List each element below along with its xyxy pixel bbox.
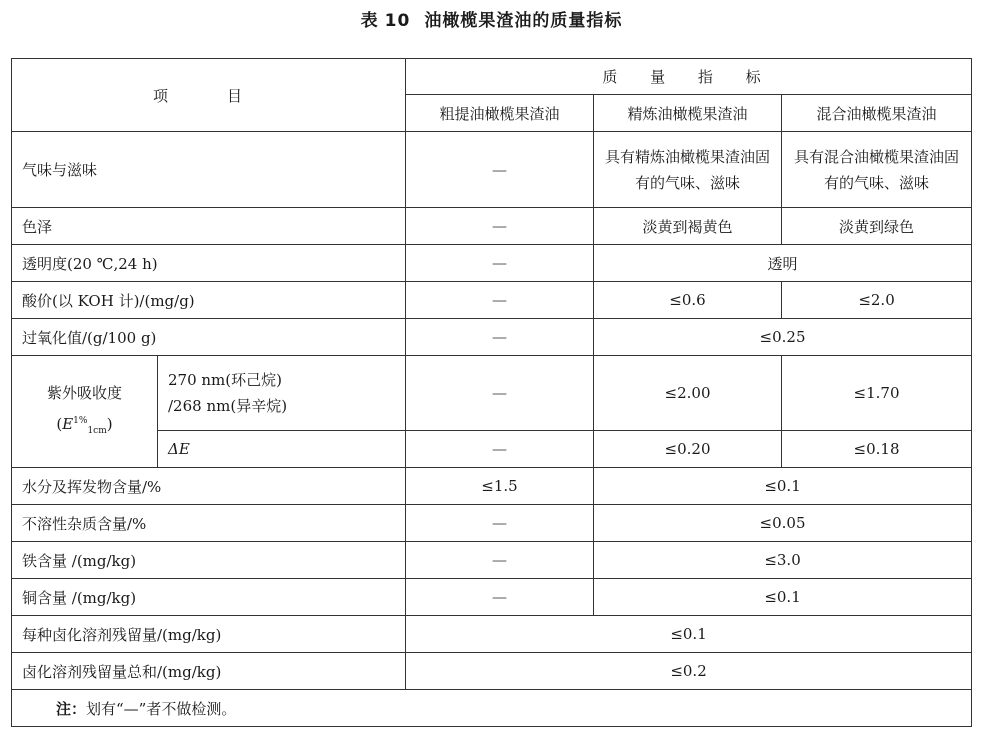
cell-moisture-merged: ≤0.1 [594,468,972,505]
uv-sub1-label [158,356,406,431]
cell-acid-refined: ≤0.6 [594,282,782,319]
table-note [12,690,972,727]
cell-iron-merged: ≤3.0 [594,542,972,579]
cell-acid-blended: ≤2.0 [782,282,972,319]
cell-halo-each-all: ≤0.1 [406,616,972,653]
cell-copper-merged: ≤0.1 [594,579,972,616]
cell-smell-refined: 具有精炼油橄榄果渣油固有的气味、滋味 [594,132,782,208]
col-blended-header: 混合油橄榄果渣油 [782,95,972,132]
cell-color-refined: 淡黄到褐黄色 [594,208,782,245]
table-row-color [12,208,972,245]
uv-symbol: $(E^{1\%}_{1cm})$ [56,414,113,436]
cell-uv2-crude: — [406,431,594,468]
table-row-halo-each [12,616,972,653]
item-header [12,59,406,132]
cell-moisture-crude: ≤1.5 [406,468,594,505]
uv-sub1-line1: 270 nm(环己烷) [168,371,282,389]
quality-spec-table [11,58,972,727]
header-row-1 [12,59,972,95]
table-row-peroxide [12,319,972,356]
cell-halo-total-all: ≤0.2 [406,653,972,690]
row-label-halo-total: 卤化溶剂残留量总和/(mg/kg) [12,653,406,690]
table-title [0,6,983,31]
row-label-transparency: 透明度(20 ℃,24 h) [12,245,406,282]
table-number: 10 [384,11,411,31]
note-text: 划有“—”者不做检测。 [86,699,237,718]
cell-uv1-refined: ≤2.00 [594,356,782,431]
cell-copper-crude: — [406,579,594,616]
col-crude-header: 粗提油橄榄果渣油 [406,95,594,132]
cell-insoluble-crude: — [406,505,594,542]
table-row-smell [12,132,972,208]
row-label-color: 色泽 [12,208,406,245]
cell-uv1-blended: ≤1.70 [782,356,972,431]
row-label-insoluble: 不溶性杂质含量/% [12,505,406,542]
cell-uv2-refined: ≤0.20 [594,431,782,468]
row-label-moisture: 水分及挥发物含量/% [12,468,406,505]
row-label-iron: 铁含量 /(mg/kg) [12,542,406,579]
cell-peroxide-merged: ≤0.25 [594,319,972,356]
cell-uv1-crude: — [406,356,594,431]
table-row-acid [12,282,972,319]
col-refined-header: 精炼油橄榄果渣油 [594,95,782,132]
table-row-iron [12,542,972,579]
table-title-text: 油橄榄果渣油的质量指标 [424,11,623,31]
table-row-transparency [12,245,972,282]
cell-uv2-blended: ≤0.18 [782,431,972,468]
cell-iron-crude: — [406,542,594,579]
cell-insoluble-merged: ≤0.05 [594,505,972,542]
cell-color-blended: 淡黄到绿色 [782,208,972,245]
uv-sub1-line2: /268 nm(异辛烷) [168,397,288,415]
uv-symbol-sup: 1% [73,415,88,426]
table-row-note [12,690,972,727]
uv-symbol-sub: 1cm [87,425,107,436]
item-header-label: 项 目 [153,86,265,105]
uv-symbol-e: E [62,414,74,433]
table-row-halo-total [12,653,972,690]
table-row-uv-1 [12,356,972,431]
cell-peroxide-crude: — [406,319,594,356]
cell-color-crude: — [406,208,594,245]
row-label-copper: 铜含量 /(mg/kg) [12,579,406,616]
cell-smell-blended: 具有混合油橄榄果渣油固有的气味、滋味 [782,132,972,208]
table-row-copper [12,579,972,616]
uv-label-text: 紫外吸收度 [46,383,122,402]
table-title-prefix: 表 [360,11,379,31]
table-row-moisture [12,468,972,505]
cell-acid-crude: — [406,282,594,319]
row-label-halo-each: 每种卤化溶剂残留量/(mg/kg) [12,616,406,653]
note-prefix: 注： [56,699,87,718]
row-label-peroxide: 过氧化值/(g/100 g) [12,319,406,356]
table-row-insoluble [12,505,972,542]
row-label-smell: 气味与滋味 [12,132,406,208]
row-label-acid: 酸价(以 KOH 计)/(mg/g) [12,282,406,319]
uv-sub2-label: ΔE [158,431,406,468]
quality-header-label: 质 量 指 标 [602,68,775,86]
cell-smell-crude: — [406,132,594,208]
cell-transparency-crude: — [406,245,594,282]
cell-transparency-merged: 透明 [594,245,972,282]
row-label-uv [12,356,158,468]
quality-header [406,59,972,95]
